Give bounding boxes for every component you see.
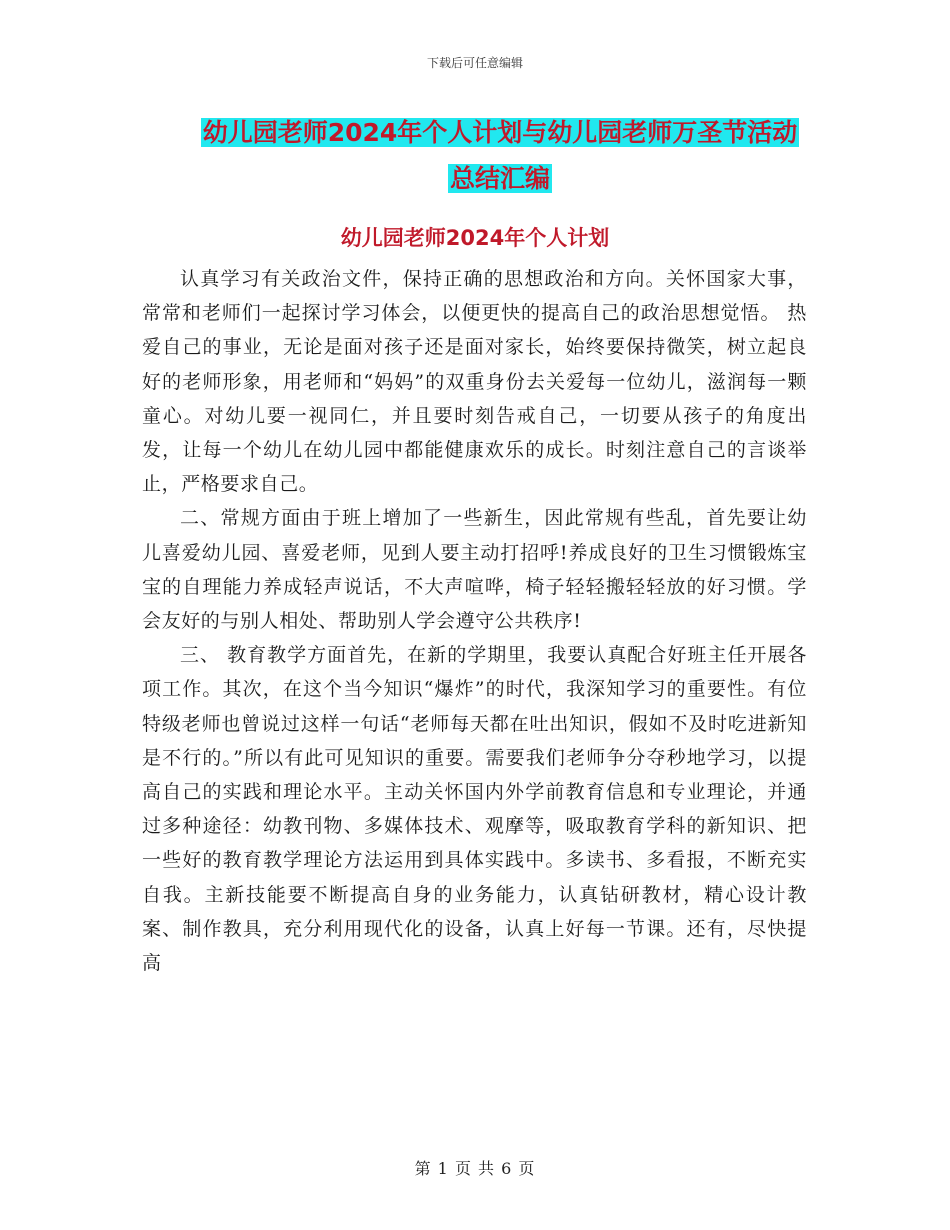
paragraph: 认真学习有关政治文件，保持正确的思想政治和方向。关怀国家大事，常常和老师们一起探讨学习体会，以便更快的提高自己的政治思想觉悟。 热爱自己的事业，无论是面对孩子还是面对家长，始终要保持微笑，树立起良好的老师形象，用老师和“妈妈”的双重身份去关爱每一位幼儿，滋润每一颗童心。对幼儿要一视同仁，并且要时刻告戒自己，一切要从孩子的角度出发，让每一个幼儿在幼儿园中都能健康欢乐的成长。时刻注意自己的言谈举止，严格要求自己。 [142, 268, 807, 496]
header-note: 下载后可任意编辑 [426, 56, 523, 70]
document-title [140, 110, 860, 202]
section-title: 幼儿园老师2024年个人计划 [340, 226, 610, 250]
document-title-line1: 幼儿园老师2024年个人计划与幼儿园老师万圣节活动 [202, 118, 798, 147]
paragraph: 三、 教育教学方面首先，在新的学期里，我要认真配合好班主任开展各项工作。其次，在这个当今知识“爆炸”的时代，我深知学习的重要性。有位特级老师也曾说过这样一句话“老师每天都在吐出知识，假如不及时吃进新知是不行的。”所以有此可见知识的重要。需要我们老师争分夺秒地学习，以提高自己的实践和理论水平。主动关怀国内外学前教育信息和专业理论，并通过多种途径：幼教刊物、多媒体技术、观摩等，吸取教育学科的新知识、把一些好的教育教学理论方法运用到具体实践中。多读书、多看报，不断充实自我。主新技能要不断提高自身的业务能力，认真钻研教材，精心设计教案、制作教具，充分利用现代化的设备，认真上好每一节课。还有，尽快提高 [142, 644, 807, 975]
paragraph: 二、常规方面由于班上增加了一些新生，因此常规有些乱，首先要让幼儿喜爱幼儿园、喜爱老师，见到人要主动打招呼!养成良好的卫生习惯锻炼宝宝的自理能力养成轻声说话，不大声喧哗，椅子轻轻搬轻轻放的好习惯。学会友好的与别人相处、帮助别人学会遵守公共秩序! [142, 507, 807, 633]
page-footer: 第 1 页 共 6 页 [414, 1159, 536, 1178]
document-body [142, 262, 807, 980]
document-title-line2: 总结汇编 [449, 164, 550, 193]
